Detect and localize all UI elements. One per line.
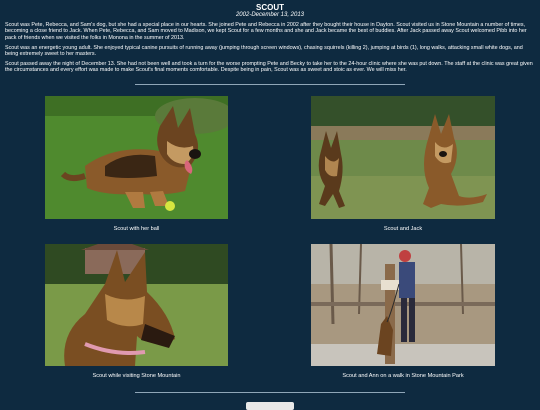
caption-scout-stone-mountain: Scout while visiting Stone Mountain bbox=[92, 373, 181, 379]
photo-scout-and-ann[interactable] bbox=[311, 244, 495, 366]
intro-paragraph: Scout was Pete, Rebecca, and Sam's dog, but she had a special place in our hearts. She joined Pete and Rebecca in 2002 after they bought their house in Dayton. Scout visited us in Stone Mountain a number of times, becoming a close friend to Jack. When Pete, Rebecca, and Sam moved to Madison, we kept Scout for a few months and she and Jack became the best of buddies. After Jack passed away Scout welcomed Pibb into her pack of friends when we visited the folks in Monona in the summer of 2013. bbox=[5, 22, 527, 41]
photo-scout-and-jack[interactable] bbox=[311, 96, 495, 219]
photo-scout-with-ball[interactable] bbox=[45, 96, 228, 219]
page-title: SCOUT bbox=[256, 3, 284, 12]
photo-scout-stone-mountain[interactable] bbox=[45, 244, 228, 366]
caption-scout-and-jack: Scout and Jack bbox=[383, 226, 423, 232]
caption-scout-and-ann: Scout and Ann on a walk in Stone Mountain Park bbox=[342, 373, 464, 379]
page-dates: 2002-December 13, 2013 bbox=[235, 12, 305, 18]
divider-bottom bbox=[135, 392, 405, 393]
caption-scout-with-ball: Scout with her ball bbox=[113, 226, 160, 232]
bottom-nav-button[interactable] bbox=[246, 402, 294, 410]
personality-paragraph: Scout was an energetic young adult. She enjoyed typical canine pursuits of running away (jumping through screen windows), chasing squirrels (killing 2), jumping at birds (1), long walks, attacking small white dogs, and being extremely sweet to her masters. bbox=[5, 45, 523, 58]
passing-paragraph: Scout passed away the night of December 13. She had not been well and took a turn for the worse prompting Pete and Becky to take her to the 24-hour clinic where she was put down. The staff at the clinic was great given the circumstances and every effort was made to make Scout's final moments comfortable. Despite being in pain, Scout was as sweet and stoic as ever. We will miss her. bbox=[5, 61, 533, 74]
divider-top bbox=[135, 84, 405, 85]
